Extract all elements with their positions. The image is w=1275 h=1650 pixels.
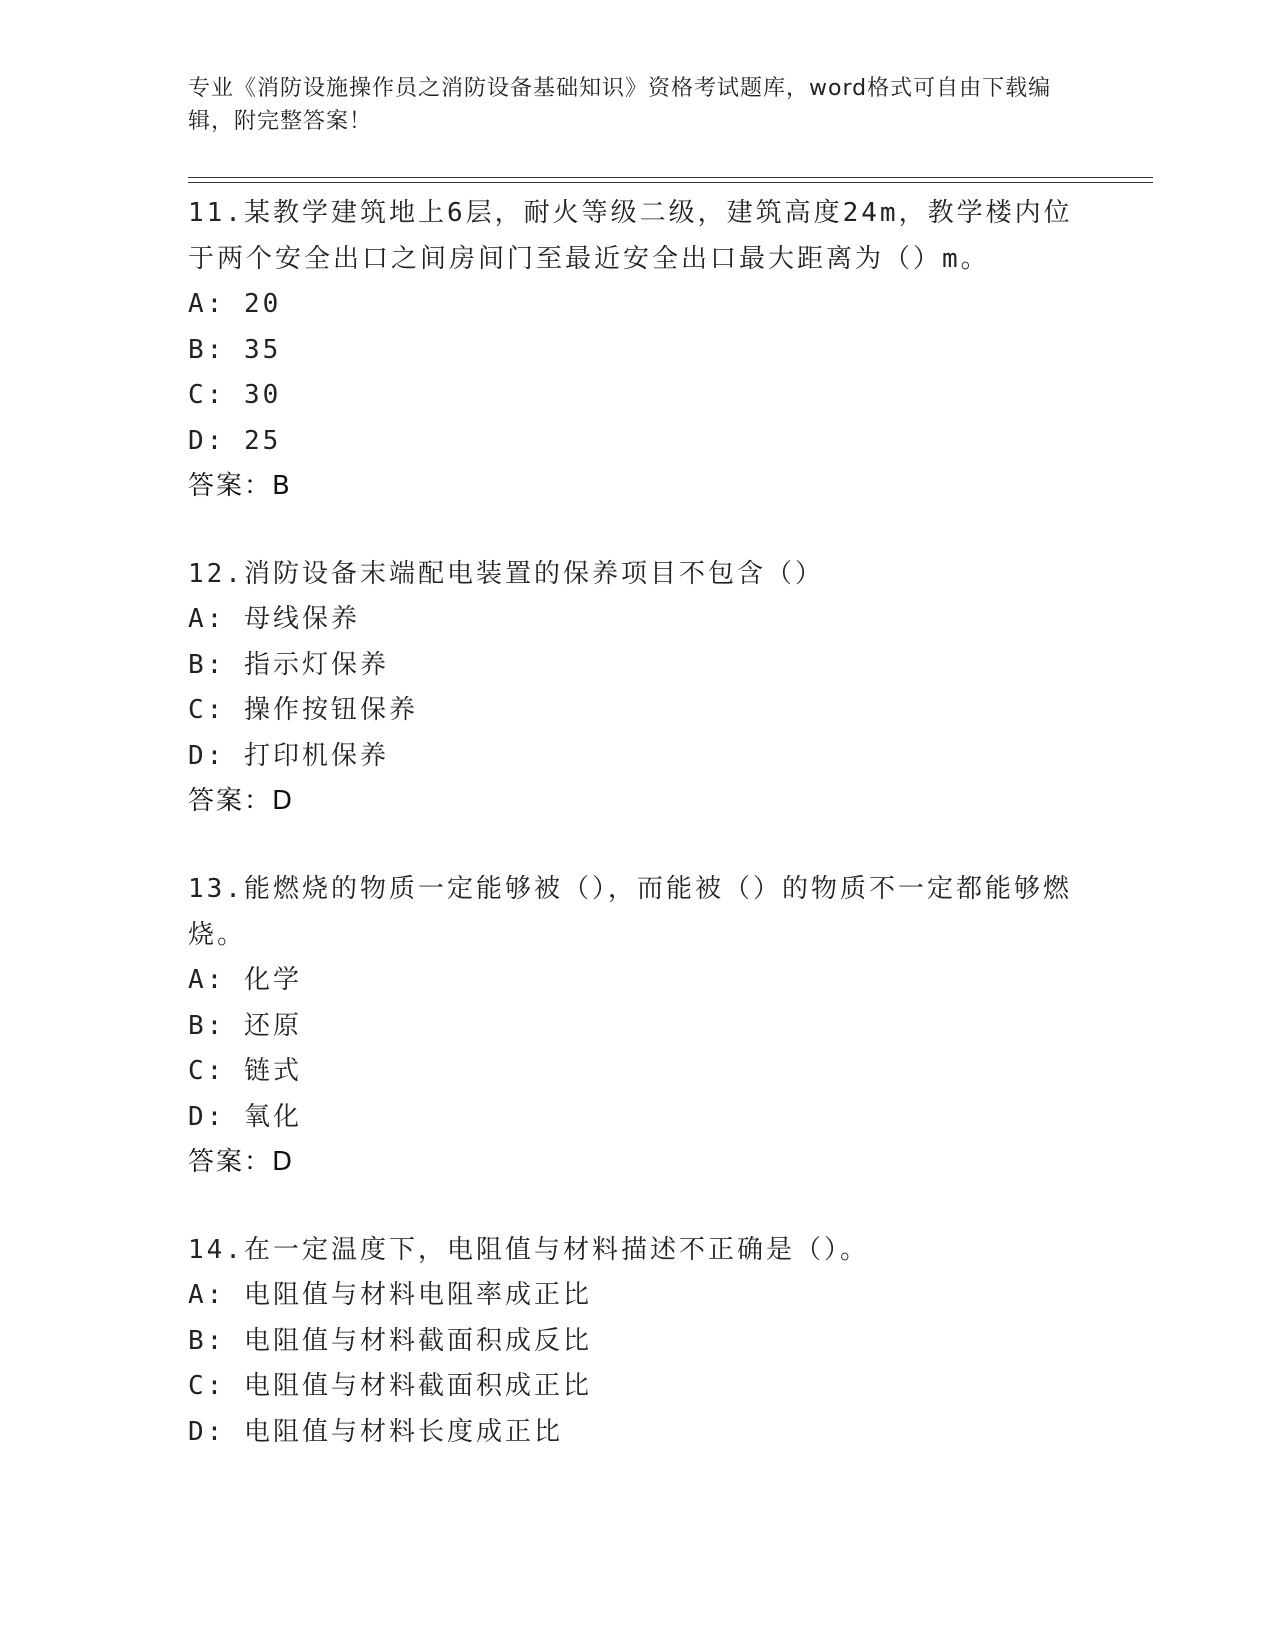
option-c [188,1364,1088,1410]
answer-line: 答案：D [188,1147,295,1177]
option-key: A: [188,1280,226,1310]
question-text: 13.能燃烧的物质一定能够被（），而能被（）的物质不一定都能够燃烧。 [188,874,1072,950]
answer-line: 答案：B [188,471,292,501]
option-b [188,328,1088,374]
option-d [188,419,1088,465]
option-key: A: [188,604,226,634]
header-divider-bottom [188,182,1153,183]
question-14 [188,1227,1088,1455]
option-b [188,1004,1088,1050]
option-text: 35 [243,334,282,365]
question-text: 11.某教学建筑地上6层，耐火等级二级，建筑高度24m，教学楼内位于两个安全出口之间房间门至最近安全出口最大距离为（）m。 [188,198,1073,274]
question-13 [188,866,1088,1184]
option-key: C: [188,1056,226,1086]
option-text: 电阻值与材料截面积成反比 [243,1325,592,1356]
option-text: 电阻值与材料截面积成正比 [243,1371,592,1401]
option-a [188,1273,1088,1319]
option-d [188,734,1088,780]
header-divider-top [188,177,1153,178]
option-c [188,688,1088,734]
option-text: 打印机保养 [243,740,389,771]
option-text: 母线保养 [243,604,360,634]
option-d [188,1095,1088,1141]
option-key: B: [188,334,226,365]
option-key: C: [188,1371,226,1401]
option-b [188,643,1088,689]
question-text: 12.消防设备末端配电装置的保养项目不包含（） [188,559,824,589]
answer-line: 答案：D [188,786,295,816]
document-header: 专业《消防设施操作员之消防设备基础知识》资格考试题库，word格式可自由下载编辑，附完整答案！ [188,76,1052,134]
option-c [188,1049,1088,1095]
question-text: 14.在一定温度下，电阻值与材料描述不正确是（）。 [188,1235,869,1265]
option-d [188,1410,1088,1456]
option-key: D: [188,740,226,771]
option-text: 30 [243,380,282,410]
option-a [188,282,1088,328]
option-c [188,373,1088,419]
option-a [188,958,1088,1004]
option-text: 20 [243,289,282,319]
question-list [188,190,1088,1498]
option-b [188,1319,1088,1365]
option-text: 指示灯保养 [243,649,389,680]
option-text: 电阻值与材料电阻率成正比 [243,1280,592,1310]
option-text: 氧化 [243,1101,302,1132]
option-key: C: [188,380,226,410]
option-key: D: [188,1101,226,1132]
option-key: C: [188,695,226,725]
option-key: D: [188,1416,226,1447]
option-key: A: [188,965,226,995]
option-text: 操作按钮保养 [243,695,418,725]
option-text: 25 [243,425,282,456]
option-text: 电阻值与材料长度成正比 [243,1416,563,1447]
option-text: 还原 [243,1010,302,1041]
option-key: A: [188,289,226,319]
option-text: 化学 [243,965,302,995]
option-key: D: [188,425,226,456]
option-key: B: [188,1010,226,1041]
option-key: B: [188,649,226,680]
question-11 [188,190,1088,508]
question-12 [188,551,1088,823]
option-a [188,597,1088,643]
option-key: B: [188,1325,226,1356]
option-text: 链式 [243,1056,302,1086]
